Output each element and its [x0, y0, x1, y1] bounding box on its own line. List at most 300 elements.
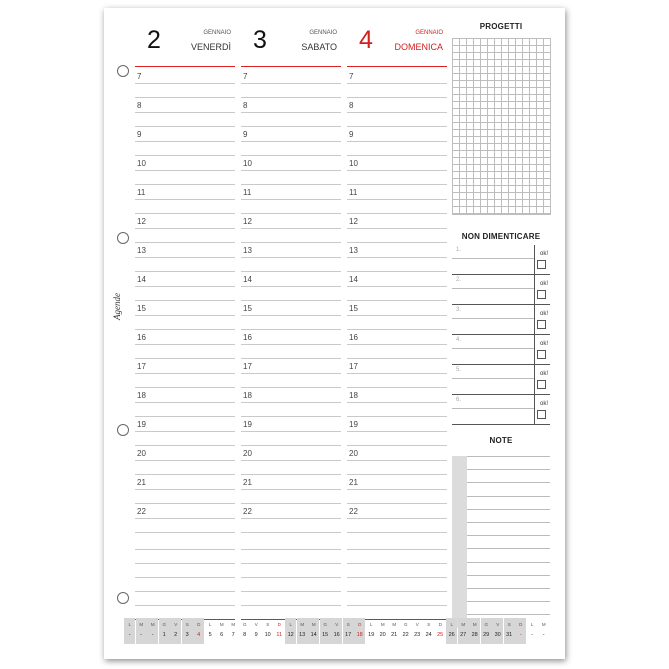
- date-number: -: [519, 632, 522, 638]
- note-line: [467, 522, 550, 523]
- date-number: 1: [162, 632, 166, 638]
- hour-label: 16: [349, 333, 358, 342]
- weekday-letter: D: [277, 622, 281, 627]
- mini-calendar-day: [389, 618, 400, 644]
- ok-label: ok!: [539, 401, 548, 407]
- rule-line: [347, 549, 447, 550]
- rule-line: [347, 271, 447, 272]
- rule-line: [347, 170, 447, 171]
- hour-label: 12: [349, 217, 358, 226]
- weekday-letter: M: [461, 622, 466, 627]
- non-dimenticare-title: NON DIMENTICARE: [461, 232, 541, 241]
- non-dimenticare-section: [452, 232, 550, 425]
- rule-line: [135, 431, 235, 432]
- reminder-checkbox[interactable]: [537, 290, 546, 299]
- hour-label: 12: [137, 217, 146, 226]
- hour-rows: [347, 70, 447, 534]
- rule-line: [241, 387, 341, 388]
- mini-calendar-day: [412, 618, 423, 644]
- date-number: 27: [460, 632, 467, 638]
- rule-line: [347, 199, 447, 200]
- mini-calendar-day: [446, 618, 457, 644]
- date-number: -: [140, 632, 143, 638]
- rule-line: [135, 605, 235, 606]
- rule-line: [347, 242, 447, 243]
- rule-line: [347, 460, 447, 461]
- date-number: 21: [391, 632, 398, 638]
- hour-slot[interactable]: [347, 476, 447, 505]
- hour-slot[interactable]: [241, 331, 341, 360]
- hour-label: 17: [137, 362, 146, 371]
- hour-slot[interactable]: [241, 476, 341, 505]
- hour-slot[interactable]: [241, 447, 341, 476]
- note-line: [467, 614, 550, 615]
- day-month: GENNAIO: [415, 30, 443, 36]
- divider: [534, 395, 535, 424]
- rule-line: [135, 563, 235, 564]
- reminder-checkbox[interactable]: [537, 380, 546, 389]
- rule-line: [135, 242, 235, 243]
- hour-slot[interactable]: [135, 128, 235, 157]
- binder-hole: [117, 592, 129, 604]
- progetti-title: PROGETTI: [479, 22, 523, 31]
- date-number: 7: [231, 632, 235, 638]
- reminder-number: 6.: [456, 397, 462, 403]
- mini-calendar-day: [170, 618, 181, 644]
- mini-calendar-day: [343, 618, 354, 644]
- hour-slot[interactable]: [135, 273, 235, 302]
- weekday-letter: G: [162, 622, 166, 627]
- divider: [534, 245, 535, 274]
- reminder-checkbox[interactable]: [537, 260, 546, 269]
- weekday-letter: L: [369, 622, 373, 627]
- ok-label: ok!: [539, 341, 548, 347]
- hour-slot[interactable]: [347, 157, 447, 186]
- note-line: [467, 588, 550, 589]
- rule-line: [347, 518, 447, 519]
- date-number: -: [531, 632, 534, 638]
- hour-label: 11: [243, 188, 252, 197]
- hour-slot[interactable]: [135, 476, 235, 505]
- hour-slot[interactable]: [347, 273, 447, 302]
- hour-slot[interactable]: [135, 331, 235, 360]
- rule-line: [135, 591, 235, 592]
- rule-line: [135, 402, 235, 403]
- hour-label: 8: [137, 101, 142, 110]
- hour-label: 9: [243, 130, 248, 139]
- ok-label: ok!: [539, 311, 548, 317]
- hour-label: 16: [243, 333, 252, 342]
- mini-calendar-day: [159, 618, 170, 644]
- hour-slot[interactable]: [347, 99, 447, 128]
- rule-line: [347, 155, 447, 156]
- hour-slot[interactable]: [135, 70, 235, 99]
- weekday-letter: V: [415, 622, 419, 627]
- date-number: 15: [322, 632, 329, 638]
- date-number: 3: [185, 632, 189, 638]
- hour-label: 10: [349, 159, 358, 168]
- day-header: [135, 22, 235, 67]
- rule-line: [135, 199, 235, 200]
- rule-line: [241, 286, 341, 287]
- hour-slot[interactable]: [347, 215, 447, 244]
- mini-calendar-day: [492, 618, 503, 644]
- mini-calendar-day: [320, 618, 331, 644]
- hour-label: 21: [137, 478, 146, 487]
- rule-line: [135, 489, 235, 490]
- hour-slot[interactable]: [241, 505, 341, 534]
- hour-label: 11: [349, 188, 358, 197]
- hour-slot[interactable]: [241, 70, 341, 99]
- weekday-letter: M: [472, 622, 477, 627]
- hour-slot[interactable]: [241, 273, 341, 302]
- reminder-row[interactable]: [452, 365, 550, 395]
- hour-label: 17: [243, 362, 252, 371]
- rule-line: [241, 300, 341, 301]
- mini-calendar-day: [458, 618, 469, 644]
- hour-slot[interactable]: [347, 389, 447, 418]
- mini-calendar-day: [400, 618, 411, 644]
- rule-line: [241, 315, 341, 316]
- rule-line: [135, 344, 235, 345]
- weekday-letter: M: [311, 622, 316, 627]
- weekday-letter: S: [507, 622, 511, 627]
- hour-slot[interactable]: [241, 157, 341, 186]
- rule-line: [452, 258, 534, 259]
- hour-slot[interactable]: [135, 302, 235, 331]
- day-weekday: DOMENICA: [394, 42, 443, 52]
- hour-label: 20: [137, 449, 146, 458]
- day-column: [135, 22, 235, 622]
- reminder-number: 1.: [456, 247, 462, 253]
- weekday-letter: D: [197, 622, 201, 627]
- rule-line: [347, 532, 447, 533]
- rule-line: [347, 286, 447, 287]
- day-month: GENNAIO: [309, 30, 337, 36]
- rule-line: [135, 83, 235, 84]
- day-weekday: SABATO: [301, 42, 337, 52]
- hour-label: 20: [349, 449, 358, 458]
- weekday-letter: V: [335, 622, 339, 627]
- note-line: [467, 575, 550, 576]
- rule-line: [241, 228, 341, 229]
- date-number: 26: [448, 632, 455, 638]
- rule-line: [241, 141, 341, 142]
- rule-line: [241, 489, 341, 490]
- date-number: 9: [254, 632, 258, 638]
- binder-hole: [117, 232, 129, 244]
- hour-slot[interactable]: [347, 128, 447, 157]
- date-number: 20: [379, 632, 386, 638]
- weekday-letter: M: [231, 622, 236, 627]
- notes-margin-bar: [452, 456, 467, 628]
- reminder-row[interactable]: [452, 305, 550, 335]
- rule-line: [452, 378, 534, 379]
- reminder-row[interactable]: [452, 245, 550, 275]
- hour-slot[interactable]: [347, 70, 447, 99]
- day-header: [347, 22, 447, 67]
- mini-calendar-day: [423, 618, 434, 644]
- rule-line: [241, 184, 341, 185]
- hour-slot[interactable]: [347, 244, 447, 273]
- mini-calendar-day: [136, 618, 147, 644]
- sidebar: [452, 22, 550, 445]
- progetti-grid[interactable]: [452, 38, 551, 215]
- date-number: 14: [310, 632, 317, 638]
- hour-slot[interactable]: [241, 186, 341, 215]
- hour-slot[interactable]: [135, 99, 235, 128]
- reminder-row[interactable]: [452, 275, 550, 305]
- rule-line: [241, 373, 341, 374]
- mini-calendar-day: [228, 618, 239, 644]
- mini-calendar-day: [504, 618, 515, 644]
- weekday-letter: V: [496, 622, 500, 627]
- mini-calendar-day: [239, 618, 250, 644]
- hour-slot[interactable]: [241, 99, 341, 128]
- hour-slot[interactable]: [135, 447, 235, 476]
- hour-slot[interactable]: [241, 128, 341, 157]
- rule-line: [135, 141, 235, 142]
- rule-line: [347, 112, 447, 113]
- brand-logo: Agende: [112, 293, 122, 320]
- rule-line: [347, 358, 447, 359]
- weekday-letter: M: [541, 622, 546, 627]
- rule-line: [241, 358, 341, 359]
- hour-slot[interactable]: [135, 505, 235, 534]
- hour-label: 13: [349, 246, 358, 255]
- date-number: 28: [471, 632, 478, 638]
- weekday-letter: D: [358, 622, 362, 627]
- hour-slot[interactable]: [347, 505, 447, 534]
- rule-line: [347, 228, 447, 229]
- hour-rows: [241, 70, 341, 534]
- weekday-letter: M: [219, 622, 224, 627]
- hour-slot[interactable]: [135, 157, 235, 186]
- weekday-letter: L: [208, 622, 212, 627]
- hour-slot[interactable]: [135, 215, 235, 244]
- rule-line: [241, 112, 341, 113]
- mini-calendar-day: [205, 618, 216, 644]
- date-number: -: [128, 632, 131, 638]
- reminder-row[interactable]: [452, 395, 550, 425]
- weekday-letter: V: [254, 622, 258, 627]
- rule-line: [241, 532, 341, 533]
- date-number: 25: [437, 632, 444, 638]
- day-header: [241, 22, 341, 67]
- day-month: GENNAIO: [203, 30, 231, 36]
- mini-calendar-day: [435, 618, 446, 644]
- mini-calendar-day: [527, 618, 538, 644]
- rule-line: [347, 503, 447, 504]
- hour-slot[interactable]: [347, 186, 447, 215]
- rule-line: [135, 315, 235, 316]
- hour-rows: [135, 70, 235, 534]
- day-column: [347, 22, 447, 622]
- hour-slot[interactable]: [241, 360, 341, 389]
- rule-line: [135, 474, 235, 475]
- note-line: [467, 548, 550, 549]
- mini-calendar-day: [262, 618, 273, 644]
- weekday-letter: L: [289, 622, 292, 627]
- rule-line: [241, 199, 341, 200]
- mini-calendar-day: [182, 618, 193, 644]
- rule-line: [241, 474, 341, 475]
- hour-slot[interactable]: [241, 418, 341, 447]
- hour-slot[interactable]: [347, 331, 447, 360]
- rule-line: [347, 591, 447, 592]
- hour-label: 12: [243, 217, 252, 226]
- hour-label: 18: [243, 391, 252, 400]
- reminder-checkbox[interactable]: [537, 320, 546, 329]
- date-number: 23: [414, 632, 421, 638]
- weekday-letter: G: [403, 622, 408, 627]
- weekday-letter: S: [185, 622, 189, 627]
- note-line: [467, 562, 550, 563]
- rule-line: [452, 408, 534, 409]
- date-number: 24: [425, 632, 432, 638]
- rule-line: [347, 402, 447, 403]
- hour-slot[interactable]: [347, 418, 447, 447]
- reminder-row[interactable]: [452, 335, 550, 365]
- mini-calendar-day: [308, 618, 319, 644]
- rule-line: [347, 126, 447, 127]
- hour-label: 18: [137, 391, 146, 400]
- mini-calendar-day: [216, 618, 227, 644]
- rule-line: [241, 577, 341, 578]
- rule-line: [135, 300, 235, 301]
- hour-slot[interactable]: [241, 389, 341, 418]
- notes-section: [452, 436, 550, 445]
- rule-line: [347, 213, 447, 214]
- rule-line: [347, 431, 447, 432]
- reminder-checkbox[interactable]: [537, 350, 546, 359]
- rule-line: [347, 184, 447, 185]
- rule-line: [452, 348, 534, 349]
- rule-line: [347, 300, 447, 301]
- rule-line: [347, 141, 447, 142]
- date-number: 30: [494, 632, 501, 638]
- binder-hole: [117, 65, 129, 77]
- rule-line: [241, 445, 341, 446]
- hour-slot[interactable]: [347, 447, 447, 476]
- weekday-letter: D: [519, 622, 523, 627]
- hour-label: 14: [137, 275, 146, 284]
- divider: [534, 335, 535, 364]
- rule-line: [135, 257, 235, 258]
- rule-line: [135, 373, 235, 374]
- mini-calendar-day: [538, 618, 549, 644]
- rule-line: [241, 563, 341, 564]
- date-number: 19: [368, 632, 375, 638]
- rule-line: [135, 503, 235, 504]
- date-number: -: [151, 632, 154, 638]
- date-number: 4: [197, 632, 201, 638]
- rule-line: [135, 532, 235, 533]
- hour-slot[interactable]: [135, 244, 235, 273]
- rule-line: [135, 97, 235, 98]
- weekday-letter: G: [484, 622, 488, 627]
- day-column: [241, 22, 341, 622]
- hour-label: 7: [137, 72, 142, 81]
- divider: [534, 365, 535, 394]
- rule-line: [241, 549, 341, 550]
- hour-label: 21: [243, 478, 252, 487]
- rule-line: [347, 563, 447, 564]
- rule-line: [241, 431, 341, 432]
- hour-slot[interactable]: [241, 302, 341, 331]
- rule-line: [241, 155, 341, 156]
- rule-line: [135, 126, 235, 127]
- hour-slot[interactable]: [135, 360, 235, 389]
- rule-line: [241, 503, 341, 504]
- rule-line: [347, 257, 447, 258]
- divider: [534, 305, 535, 334]
- hour-slot[interactable]: [241, 215, 341, 244]
- note-line: [467, 469, 550, 470]
- hour-label: 15: [349, 304, 358, 313]
- mini-calendar-day: [274, 618, 285, 644]
- hour-label: 19: [349, 420, 358, 429]
- hour-label: 21: [349, 478, 358, 487]
- rule-line: [347, 344, 447, 345]
- date-number: 22: [402, 632, 409, 638]
- rule-line: [347, 329, 447, 330]
- rule-line: [241, 344, 341, 345]
- hour-slot[interactable]: [135, 418, 235, 447]
- rule-line: [241, 97, 341, 98]
- date-number: 6: [220, 632, 224, 638]
- rule-line: [241, 83, 341, 84]
- date-number: 17: [345, 632, 352, 638]
- binder-hole: [117, 424, 129, 436]
- rule-line: [347, 315, 447, 316]
- hour-slot[interactable]: [241, 244, 341, 273]
- hour-slot[interactable]: [135, 389, 235, 418]
- hour-slot[interactable]: [347, 302, 447, 331]
- hour-label: 20: [243, 449, 252, 458]
- date-number: 10: [264, 632, 271, 638]
- note-line: [467, 496, 550, 497]
- notes-area[interactable]: [452, 456, 550, 628]
- reminder-number: 4.: [456, 337, 462, 343]
- hour-slot[interactable]: [347, 360, 447, 389]
- weekday-letter: G: [323, 622, 327, 627]
- day-weekday: VENERDÌ: [190, 42, 231, 52]
- rule-line: [347, 97, 447, 98]
- hour-slot[interactable]: [135, 186, 235, 215]
- hour-label: 11: [137, 188, 146, 197]
- rule-line: [241, 460, 341, 461]
- rule-line: [241, 170, 341, 171]
- day-number: 3: [253, 26, 267, 54]
- reminder-checkbox[interactable]: [537, 410, 546, 419]
- rule-line: [241, 591, 341, 592]
- hour-label: 8: [349, 101, 354, 110]
- hour-label: 7: [243, 72, 248, 81]
- divider: [534, 275, 535, 304]
- rule-line: [241, 402, 341, 403]
- rule-line: [135, 460, 235, 461]
- rule-line: [135, 518, 235, 519]
- notes-title: NOTE: [489, 436, 513, 445]
- hour-label: 8: [243, 101, 248, 110]
- weekday-letter: M: [392, 622, 397, 627]
- ok-label: ok!: [539, 281, 548, 287]
- note-line: [467, 482, 550, 483]
- hour-label: 14: [243, 275, 252, 284]
- weekday-letter: S: [266, 622, 270, 627]
- weekday-letter: M: [150, 622, 155, 627]
